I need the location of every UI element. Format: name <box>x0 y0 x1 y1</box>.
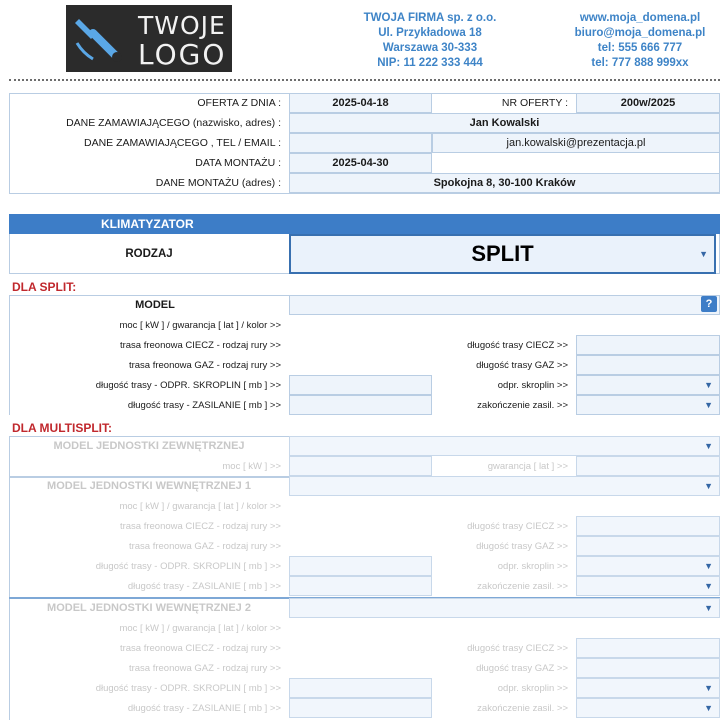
chevron-down-icon[interactable]: ▼ <box>704 561 713 571</box>
indoor2-model-label: MODEL JEDNOSTKI WEWNĘTRZNEJ 2 <box>47 602 251 614</box>
indoor2-power-line-label: długość trasy - ZASILANIE [ mb ] >> <box>127 702 281 714</box>
split-model-select[interactable] <box>289 295 720 315</box>
info-icon[interactable]: ? <box>701 296 717 312</box>
indoor2-power-end-label: zakończenie zasil. >> <box>477 702 568 714</box>
rodzaj-value: SPLIT <box>471 241 534 266</box>
company-logo <box>66 5 232 72</box>
contact-info <box>570 11 710 71</box>
split-header: DLA SPLIT: <box>12 280 77 294</box>
contact-email[interactable]: biuro@moja_domena.pl <box>574 27 706 39</box>
chevron-down-icon[interactable]: ▼ <box>704 400 713 410</box>
indoor1-power-line-label: długość trasy - ZASILANIE [ mb ] >> <box>127 580 281 592</box>
split-power-end-select[interactable] <box>576 395 720 415</box>
chevron-down-icon[interactable]: ▼ <box>704 683 713 693</box>
client-field[interactable]: Jan Kowalski <box>289 113 720 133</box>
chevron-down-icon[interactable]: ▼ <box>704 703 713 713</box>
contact-tel-1: tel: 555 666 777 <box>597 42 683 54</box>
outdoor-warranty-field[interactable] <box>576 456 720 476</box>
indoor2-power-end-select[interactable] <box>576 698 720 718</box>
indoor2-liquid-label: trasa freonowa CIECZ - rodzaj rury >> <box>119 642 281 654</box>
outdoor-power-field[interactable] <box>289 456 432 476</box>
split-liquid-len-field[interactable] <box>576 335 720 355</box>
split-power-label: moc [ kW ] / gwarancja [ lat ] / kolor >> <box>119 319 281 331</box>
split-drain-label: długość trasy - ODPR. SKROPLIN [ mb ] >> <box>95 379 281 391</box>
multisplit-header: DLA MULTISPLIT: <box>12 421 112 435</box>
client-contact-label: DANE ZAMAWIAJĄCEGO , TEL / EMAIL : <box>83 137 281 149</box>
install-date-label: DATA MONTAŻU : <box>195 157 281 169</box>
install-date-field[interactable]: 2025-04-30 <box>289 153 432 173</box>
split-power-line-label: długość trasy - ZASILANIE [ mb ] >> <box>127 399 281 411</box>
indoor2-drain-end-label: odpr. skroplin >> <box>497 682 568 694</box>
indoor1-model-label: MODEL JEDNOSTKI WEWNĘTRZNEJ 1 <box>47 480 251 492</box>
klimatyzator-header: KLIMATYZATOR <box>9 214 720 234</box>
indoor1-gas-len-label: długość trasy GAZ >> <box>476 540 568 552</box>
split-gas-len-field[interactable] <box>576 355 720 375</box>
offer-date-label: OFERTA Z DNIA : <box>197 97 281 109</box>
company-city: Warszawa 30-333 <box>382 42 478 54</box>
indoor2-drain-field[interactable] <box>289 678 432 698</box>
indoor1-power-line-field[interactable] <box>289 576 432 596</box>
indoor1-power-end-label: zakończenie zasil. >> <box>477 580 568 592</box>
indoor1-drain-field[interactable] <box>289 556 432 576</box>
indoor1-drain-label: długość trasy - ODPR. SKROPLIN [ mb ] >> <box>95 560 281 572</box>
split-drain-end-select[interactable] <box>576 375 720 395</box>
client-phone-field[interactable] <box>289 133 432 153</box>
offer-number-field[interactable]: 200w/2025 <box>576 93 720 113</box>
indoor1-liquid-len-field[interactable] <box>576 516 720 536</box>
install-address-label: DANE MONTAŻU (adres) : <box>155 177 281 189</box>
split-liquid-label: trasa freonowa CIECZ - rodzaj rury >> <box>119 339 281 351</box>
chevron-down-icon[interactable]: ▼ <box>704 603 713 613</box>
outdoor-warranty-label: gwarancja [ lat ] >> <box>487 460 568 472</box>
indoor1-model-select[interactable] <box>289 476 720 496</box>
logo-line-2: LOGO <box>138 38 227 71</box>
logo-line-1: TWOJE <box>138 11 226 40</box>
split-liquid-len-label: długość trasy CIECZ >> <box>467 339 568 351</box>
indoor2-model-select[interactable] <box>289 598 720 618</box>
offer-date-field[interactable]: 2025-04-18 <box>289 93 432 113</box>
company-name: TWOJA FIRMA sp. z o.o. <box>363 12 497 24</box>
indoor1-drain-end-select[interactable] <box>576 556 720 576</box>
company-nip: NIP: 11 222 333 444 <box>377 57 483 69</box>
contact-www[interactable]: www.moja_domena.pl <box>579 12 701 24</box>
header-divider <box>9 79 720 81</box>
indoor1-gas-len-field[interactable] <box>576 536 720 556</box>
paint-brush-icon <box>73 13 129 65</box>
outdoor-power-label: moc [ kW ] >> <box>222 460 281 472</box>
client-email-field[interactable]: jan.kowalski@prezentacja.pl <box>432 133 720 153</box>
chevron-down-icon[interactable]: ▼ <box>704 441 713 451</box>
rodzaj-label: RODZAJ <box>125 248 173 260</box>
indoor2-power-label: moc [ kW ] / gwarancja [ lat ] / kolor >> <box>119 622 281 634</box>
indoor2-power-line-field[interactable] <box>289 698 432 718</box>
company-info <box>345 11 515 71</box>
rodzaj-select[interactable] <box>289 234 716 274</box>
indoor1-power-end-select[interactable] <box>576 576 720 596</box>
indoor1-liquid-label: trasa freonowa CIECZ - rodzaj rury >> <box>119 520 281 532</box>
contact-tel-2: tel: 777 888 999xx <box>591 57 689 69</box>
chevron-down-icon[interactable]: ▼ <box>704 581 713 591</box>
company-street: Ul. Przykładowa 18 <box>378 27 482 39</box>
split-power-line-field[interactable] <box>289 395 432 415</box>
indoor2-gas-label: trasa freonowa GAZ - rodzaj rury >> <box>128 662 281 674</box>
install-address-field[interactable]: Spokojna 8, 30-100 Kraków <box>289 173 720 193</box>
split-drain-end-label: odpr. skroplin >> <box>497 379 568 391</box>
split-power-end-label: zakończenie zasil. >> <box>477 399 568 411</box>
split-drain-field[interactable] <box>289 375 432 395</box>
indoor2-gas-len-label: długość trasy GAZ >> <box>476 662 568 674</box>
client-label: DANE ZAMAWIAJĄCEGO (nazwisko, adres) : <box>66 117 281 129</box>
outdoor-model-select[interactable] <box>289 436 720 456</box>
indoor2-drain-label: długość trasy - ODPR. SKROPLIN [ mb ] >> <box>95 682 281 694</box>
outdoor-model-label: MODEL JEDNOSTKI ZEWNĘTRZNEJ <box>53 440 245 452</box>
indoor2-gas-len-field[interactable] <box>576 658 720 678</box>
chevron-down-icon[interactable]: ▼ <box>704 380 713 390</box>
indoor1-liquid-len-label: długość trasy CIECZ >> <box>467 520 568 532</box>
split-gas-len-label: długość trasy GAZ >> <box>476 359 568 371</box>
indoor2-drain-end-select[interactable] <box>576 678 720 698</box>
chevron-down-icon[interactable]: ▼ <box>699 249 708 259</box>
indoor2-liquid-len-field[interactable] <box>576 638 720 658</box>
indoor1-gas-label: trasa freonowa GAZ - rodzaj rury >> <box>128 540 281 552</box>
indoor1-drain-end-label: odpr. skroplin >> <box>497 560 568 572</box>
offer-number-label: NR OFERTY : <box>501 97 568 109</box>
split-gas-label: trasa freonowa GAZ - rodzaj rury >> <box>128 359 281 371</box>
indoor2-liquid-len-label: długość trasy CIECZ >> <box>467 642 568 654</box>
split-model-label: MODEL <box>135 299 175 311</box>
chevron-down-icon[interactable]: ▼ <box>704 481 713 491</box>
indoor1-power-label: moc [ kW ] / gwarancja [ lat ] / kolor >> <box>119 500 281 512</box>
